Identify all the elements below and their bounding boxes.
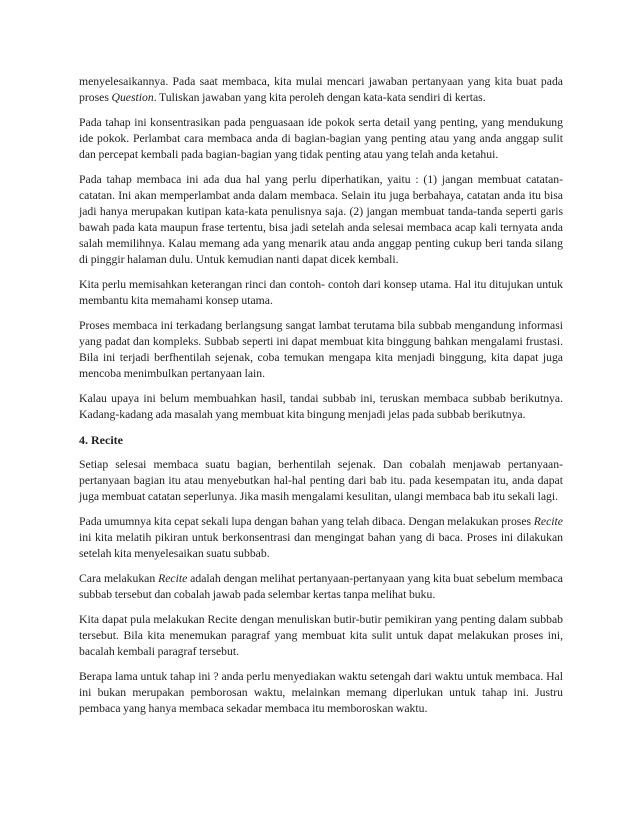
paragraph bbox=[79, 514, 563, 562]
paragraph bbox=[79, 612, 563, 660]
paragraph bbox=[79, 571, 563, 603]
paragraph bbox=[79, 115, 563, 163]
text-run: Setiap selesai membaca suatu bagian, berhentilah sejenak. Dan cobalah menjawab pertanyaan-pertanyaan bagian itu atau menyebutkan hal-hal penting dari bab itu. pada kesempatan itu, anda dapat juga membuat catatan seperlunya. Jika masih mengalami kesulitan, ulangi membaca bab itu sekali lagi. bbox=[79, 458, 563, 503]
text-run: adalah dengan melihat pertanyaan-pertanyaan yang kita buat sebelum membaca subbab tersebut dan cobalah jawab pada selembar kertas tanpa melihat buku. bbox=[79, 572, 563, 601]
text-run: Pada umumnya kita cepat sekali lupa dengan bahan yang telah dibaca. Dengan melakukan proses bbox=[79, 515, 534, 528]
paragraph bbox=[79, 172, 563, 268]
text-run: Kita dapat pula melakukan Recite dengan menuliskan butir-butir pemikiran yang penting dalam subbab tersebut. Bila kita menemukan paragraf yang membuat kita sulit untuk dapat melakukan proses ini, bacalah kembali paragraf tersebut. bbox=[79, 613, 563, 658]
text-run: Pada tahap membaca ini ada dua hal yang perlu diperhatikan, yaitu : (1) jangan membuat catatan-catatan. Ini akan memperlambat anda dalam membaca. Selain itu juga berbahaya, catatan anda itu bisa jadi hanya merupakan kutipan kata-kata penulisnya saja. (2) jangan membuat tanda-tanda seperti garis bawah pada kata maupun frase tertentu, bisa jadi setelah anda selesai membaca acap kali ternyata anda salah memilihnya. Kalau memang ada yang menarik atau anda anggap penting cukup beri tanda silang di pinggir halaman dulu. Untuk kemudian nanti dapat dicek kembali. bbox=[79, 173, 563, 266]
italic-term: Recite bbox=[158, 572, 188, 585]
body-text-after-heading bbox=[79, 457, 563, 717]
text-run: Kita perlu memisahkan keterangan rinci dan contoh- contoh dari konsep utama. Hal itu ditujukan untuk membantu kita memahami konsep utama. bbox=[79, 278, 563, 307]
paragraph bbox=[79, 457, 563, 505]
section-heading: 4. Recite bbox=[79, 433, 123, 447]
paragraph bbox=[79, 391, 563, 423]
paragraph bbox=[79, 74, 563, 106]
paragraph bbox=[79, 318, 563, 382]
paragraph bbox=[79, 669, 563, 717]
document-page bbox=[79, 74, 563, 726]
text-run: Cara melakukan bbox=[79, 572, 159, 585]
text-run: Pada tahap ini konsentrasikan pada penguasaan ide pokok serta detail yang penting, yang mendukung ide pokok. Perlambat cara membaca anda di bagian-bagian yang penting atau yang anda anggap sulit dan percepat kembali pada bagian-bagian yang tidak penting atau yang telah anda ketahui. bbox=[79, 116, 563, 161]
text-run: Kalau upaya ini belum membuahkan hasil, tandai subbab ini, teruskan membaca subbab berikutnya. Kadang-kadang ada masalah yang membuat kita bingung menjadi jelas pada subbab berikutnya. bbox=[79, 392, 563, 421]
paragraph bbox=[79, 277, 563, 309]
italic-term: Question bbox=[111, 91, 154, 104]
italic-term: Recite bbox=[533, 515, 563, 528]
text-run: Proses membaca ini terkadang berlangsung sangat lambat terutama bila subbab mengandung informasi yang padat dan kompleks. Subbab seperti ini dapat membuat kita binggung bahkan mengalami frustasi. Bila ini terjadi berfhentilah sejenak, coba temukan mengapa kita menjadi binggung, kita dapat juga mencoba menimbulkan pertanyaan lain. bbox=[79, 319, 563, 380]
text-run: menyelesaikannya. Pada saat membaca, kita mulai mencari jawaban pertanyaan yang kita buat pada proses bbox=[79, 75, 563, 104]
text-run: Berapa lama untuk tahap ini ? anda perlu menyediakan waktu setengah dari waktu untuk membaca. Hal ini bukan merupakan pemborosan waktu, melainkan memang diperlukan untuk tahap ini. Justru pembaca yang hanya membaca sekadar membaca itu memboroskan waktu. bbox=[79, 670, 563, 715]
body-text-before-heading bbox=[79, 74, 563, 423]
text-run: ini kita melatih pikiran untuk berkonsentrasi dan mengingat bahan yang di baca. Proses ini dilakukan setelah kita menyelesaikan suatu subbab. bbox=[79, 531, 563, 560]
text-run: . Tuliskan jawaban yang kita peroleh dengan kata-kata sendiri di kertas. bbox=[153, 91, 486, 104]
